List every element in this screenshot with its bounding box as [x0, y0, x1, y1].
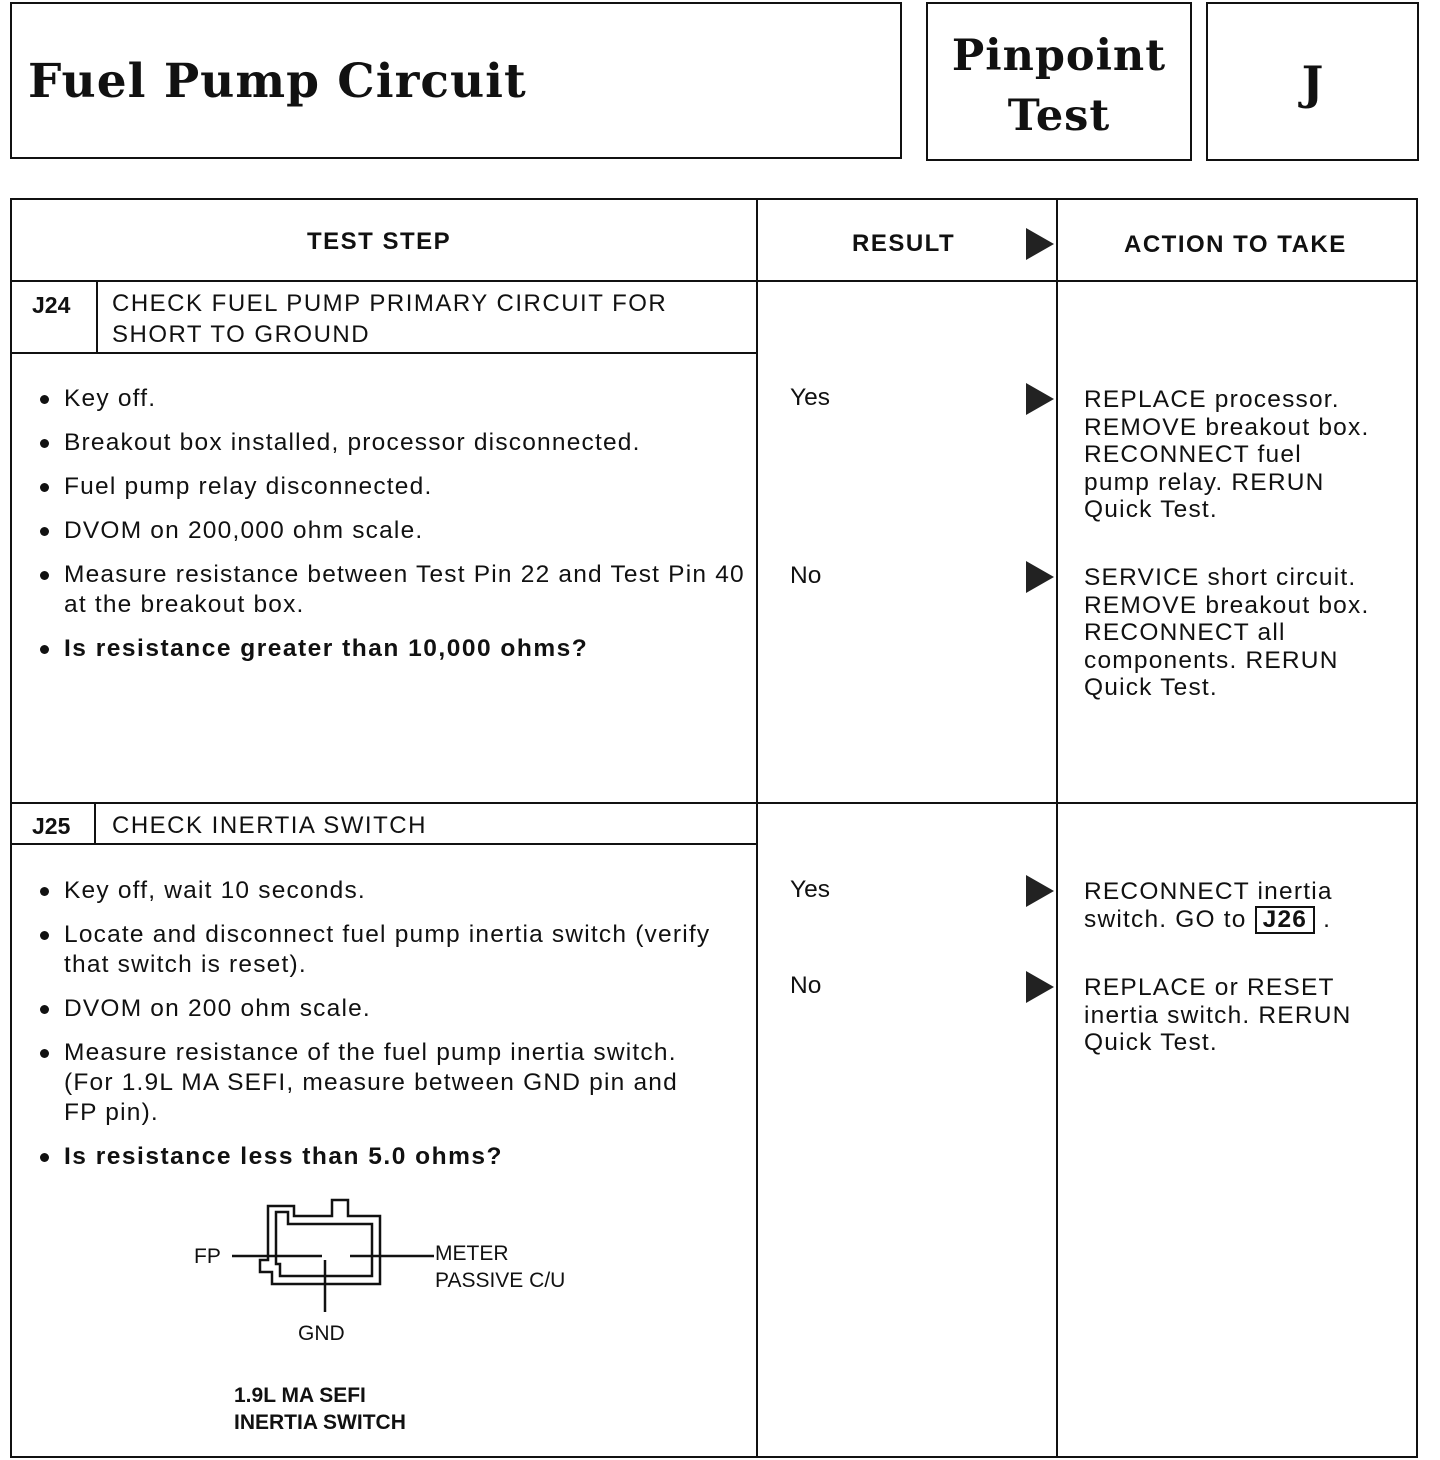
instruction-item: DVOM on 200 ohm scale.	[38, 994, 718, 1024]
action-text-main: RECONNECT inertia switch. GO to	[1084, 878, 1333, 933]
result-yes: Yes	[790, 384, 830, 411]
step-instructions	[38, 384, 748, 678]
action-text: SERVICE short circuit. REMOVE breakout box. RECONNECT all components. RERUN Quick Test.	[1084, 564, 1370, 701]
instruction-question: Is resistance greater than 10,000 ohms?	[38, 634, 748, 664]
diagram-caption-line: 1.9L MA SEFI	[234, 1384, 366, 1407]
step-title: CHECK INERTIA SWITCH	[112, 812, 427, 839]
action-text: REPLACE processor. REMOVE breakout box. RECONNECT fuel pump relay. RERUN Quick Test.	[1084, 386, 1370, 523]
pinpoint-label: Pinpoint	[951, 31, 1167, 81]
action-header: ACTION TO TAKE	[1124, 231, 1347, 258]
instruction-item: Measure resistance between Test Pin 22 and Test Pin 40 at the breakout box.	[38, 560, 748, 620]
step-title-line: CHECK FUEL PUMP PRIMARY CIRCUIT FOR	[112, 290, 668, 317]
meter-label: METER	[435, 1242, 509, 1265]
result-no: No	[790, 972, 822, 999]
result-header: RESULT	[852, 230, 956, 257]
step-title-underline	[12, 352, 758, 354]
result-arrow-icon	[1026, 561, 1054, 593]
step-title-underline	[12, 843, 758, 845]
test-table	[10, 198, 1418, 1458]
header-arrow-icon	[1026, 228, 1054, 260]
step-reference-link[interactable]: J26	[1255, 906, 1315, 934]
instruction-item: Breakout box installed, processor disconnected.	[38, 428, 748, 458]
result-arrow-icon	[1026, 875, 1054, 907]
instruction-item: DVOM on 200,000 ohm scale.	[38, 516, 748, 546]
instruction-item: Fuel pump relay disconnected.	[38, 472, 748, 502]
step-id: J24	[32, 292, 71, 318]
step-id: J25	[32, 813, 71, 839]
test-letter: J	[1301, 56, 1324, 110]
row-divider	[12, 802, 1418, 804]
step-instructions	[38, 876, 718, 1186]
title-box	[10, 2, 902, 159]
test-step-header: TEST STEP	[307, 228, 452, 255]
instruction-item: Measure resistance of the fuel pump inertia switch. (For 1.9L MA SEFI, measure between GND pin and FP pin).	[38, 1038, 718, 1128]
test-letter-box	[1206, 2, 1419, 161]
step-title-line: SHORT TO GROUND	[112, 321, 371, 348]
result-no: No	[790, 562, 822, 589]
action-text	[1084, 878, 1333, 934]
fp-pin-label: FP	[194, 1245, 221, 1268]
step-id-divider	[96, 282, 98, 352]
column-divider	[1056, 200, 1058, 1458]
diagram-caption-line: INERTIA SWITCH	[234, 1411, 406, 1434]
result-yes: Yes	[790, 876, 830, 903]
pinpoint-test-box	[926, 2, 1192, 161]
instruction-item: Key off.	[38, 384, 748, 414]
diagram-caption	[234, 1382, 406, 1436]
step-id-divider	[94, 804, 96, 844]
instruction-item: Key off, wait 10 seconds.	[38, 876, 718, 906]
pinpoint-test-label	[928, 26, 1190, 146]
step-title	[112, 288, 667, 350]
page-title: Fuel Pump Circuit	[28, 54, 527, 109]
result-arrow-icon	[1026, 971, 1054, 1003]
action-text-end: .	[1315, 905, 1332, 933]
result-arrow-icon	[1026, 383, 1054, 415]
passive-cu-label: PASSIVE C/U	[435, 1269, 566, 1292]
column-divider	[756, 200, 758, 1458]
instruction-item: Locate and disconnect fuel pump inertia switch (verify that switch is reset).	[38, 920, 718, 980]
action-text: REPLACE or RESET inertia switch. RERUN Quick Test.	[1084, 974, 1352, 1056]
header-divider	[12, 280, 1418, 282]
gnd-pin-label: GND	[298, 1322, 345, 1345]
instruction-question: Is resistance less than 5.0 ohms?	[38, 1142, 718, 1172]
test-label: Test	[1007, 91, 1111, 141]
